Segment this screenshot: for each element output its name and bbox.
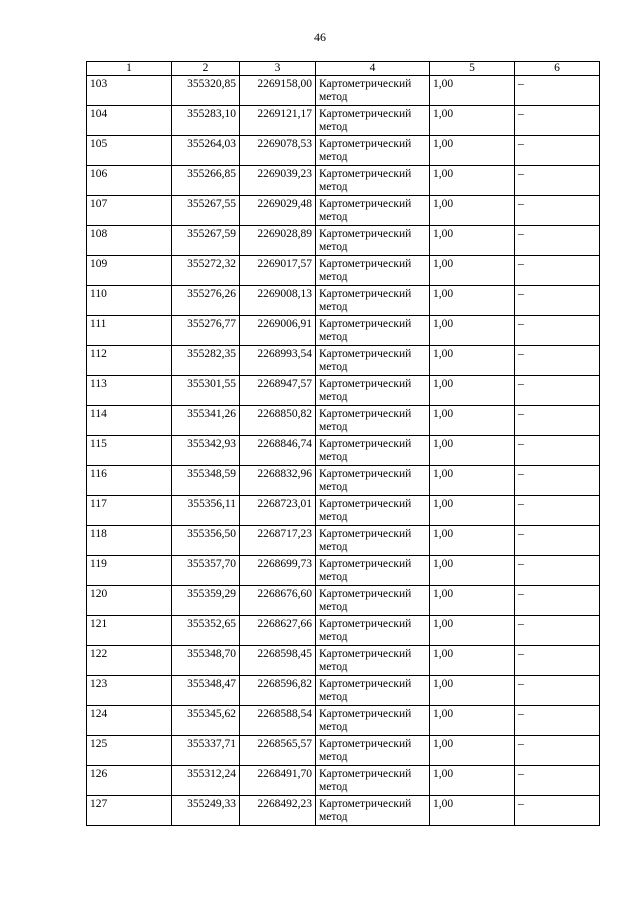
note-cell: – bbox=[515, 76, 600, 106]
point-number-cell: 127 bbox=[87, 796, 172, 826]
y-coordinate-cell: 2268676,60 bbox=[240, 586, 316, 616]
note-cell: – bbox=[515, 256, 600, 286]
y-coordinate-cell: 2269158,00 bbox=[240, 76, 316, 106]
note-cell: – bbox=[515, 436, 600, 466]
table-row bbox=[87, 766, 600, 796]
note-cell: – bbox=[515, 796, 600, 826]
x-coordinate-cell: 355337,71 bbox=[172, 736, 240, 766]
point-number-cell: 116 bbox=[87, 466, 172, 496]
method-cell: Картометрический метод bbox=[316, 766, 430, 796]
y-coordinate-cell: 2268846,74 bbox=[240, 436, 316, 466]
method-cell: Картометрический метод bbox=[316, 496, 430, 526]
table-row bbox=[87, 616, 600, 646]
y-coordinate-cell: 2268717,23 bbox=[240, 526, 316, 556]
x-coordinate-cell: 355272,32 bbox=[172, 256, 240, 286]
note-cell: – bbox=[515, 376, 600, 406]
accuracy-cell: 1,00 bbox=[430, 346, 515, 376]
method-cell: Картометрический метод bbox=[316, 646, 430, 676]
point-number-cell: 104 bbox=[87, 106, 172, 136]
point-number-cell: 109 bbox=[87, 256, 172, 286]
accuracy-cell: 1,00 bbox=[430, 556, 515, 586]
x-coordinate-cell: 355312,24 bbox=[172, 766, 240, 796]
y-coordinate-cell: 2269029,48 bbox=[240, 196, 316, 226]
method-cell: Картометрический метод bbox=[316, 586, 430, 616]
x-coordinate-cell: 355276,77 bbox=[172, 316, 240, 346]
point-number-cell: 107 bbox=[87, 196, 172, 226]
table-row bbox=[87, 556, 600, 586]
note-cell: – bbox=[515, 166, 600, 196]
method-cell: Картометрический метод bbox=[316, 796, 430, 826]
method-cell: Картометрический метод bbox=[316, 136, 430, 166]
x-coordinate-cell: 355359,29 bbox=[172, 586, 240, 616]
column-header: 3 bbox=[240, 62, 316, 76]
x-coordinate-cell: 355341,26 bbox=[172, 406, 240, 436]
point-number-cell: 112 bbox=[87, 346, 172, 376]
x-coordinate-cell: 355320,85 bbox=[172, 76, 240, 106]
y-coordinate-cell: 2268723,01 bbox=[240, 496, 316, 526]
header-row bbox=[87, 62, 600, 76]
table-body bbox=[87, 76, 600, 826]
table-row bbox=[87, 286, 600, 316]
accuracy-cell: 1,00 bbox=[430, 106, 515, 136]
method-cell: Картометрический метод bbox=[316, 106, 430, 136]
table-header bbox=[87, 62, 600, 76]
accuracy-cell: 1,00 bbox=[430, 586, 515, 616]
accuracy-cell: 1,00 bbox=[430, 316, 515, 346]
y-coordinate-cell: 2268699,73 bbox=[240, 556, 316, 586]
y-coordinate-cell: 2268492,23 bbox=[240, 796, 316, 826]
note-cell: – bbox=[515, 316, 600, 346]
method-cell: Картометрический метод bbox=[316, 436, 430, 466]
accuracy-cell: 1,00 bbox=[430, 646, 515, 676]
point-number-cell: 118 bbox=[87, 526, 172, 556]
method-cell: Картометрический метод bbox=[316, 76, 430, 106]
accuracy-cell: 1,00 bbox=[430, 76, 515, 106]
note-cell: – bbox=[515, 736, 600, 766]
point-number-cell: 111 bbox=[87, 316, 172, 346]
table-row bbox=[87, 106, 600, 136]
note-cell: – bbox=[515, 226, 600, 256]
point-number-cell: 121 bbox=[87, 616, 172, 646]
table-row bbox=[87, 676, 600, 706]
accuracy-cell: 1,00 bbox=[430, 676, 515, 706]
method-cell: Картометрический метод bbox=[316, 616, 430, 646]
point-number-cell: 113 bbox=[87, 376, 172, 406]
point-number-cell: 120 bbox=[87, 586, 172, 616]
column-header: 4 bbox=[316, 62, 430, 76]
accuracy-cell: 1,00 bbox=[430, 166, 515, 196]
x-coordinate-cell: 355348,70 bbox=[172, 646, 240, 676]
method-cell: Картометрический метод bbox=[316, 316, 430, 346]
accuracy-cell: 1,00 bbox=[430, 616, 515, 646]
point-number-cell: 126 bbox=[87, 766, 172, 796]
note-cell: – bbox=[515, 406, 600, 436]
x-coordinate-cell: 355348,59 bbox=[172, 466, 240, 496]
table-row bbox=[87, 376, 600, 406]
point-number-cell: 106 bbox=[87, 166, 172, 196]
point-number-cell: 117 bbox=[87, 496, 172, 526]
y-coordinate-cell: 2269121,17 bbox=[240, 106, 316, 136]
note-cell: – bbox=[515, 136, 600, 166]
point-number-cell: 105 bbox=[87, 136, 172, 166]
y-coordinate-cell: 2269028,89 bbox=[240, 226, 316, 256]
point-number-cell: 108 bbox=[87, 226, 172, 256]
column-header: 5 bbox=[430, 62, 515, 76]
table-row bbox=[87, 796, 600, 826]
accuracy-cell: 1,00 bbox=[430, 286, 515, 316]
x-coordinate-cell: 355356,50 bbox=[172, 526, 240, 556]
y-coordinate-cell: 2268947,57 bbox=[240, 376, 316, 406]
y-coordinate-cell: 2269039,23 bbox=[240, 166, 316, 196]
note-cell: – bbox=[515, 616, 600, 646]
x-coordinate-cell: 355348,47 bbox=[172, 676, 240, 706]
x-coordinate-cell: 355357,70 bbox=[172, 556, 240, 586]
x-coordinate-cell: 355283,10 bbox=[172, 106, 240, 136]
y-coordinate-cell: 2269017,57 bbox=[240, 256, 316, 286]
table-row bbox=[87, 526, 600, 556]
method-cell: Картометрический метод bbox=[316, 406, 430, 436]
note-cell: – bbox=[515, 496, 600, 526]
note-cell: – bbox=[515, 466, 600, 496]
x-coordinate-cell: 355267,55 bbox=[172, 196, 240, 226]
table-row bbox=[87, 406, 600, 436]
method-cell: Картометрический метод bbox=[316, 256, 430, 286]
point-number-cell: 103 bbox=[87, 76, 172, 106]
y-coordinate-cell: 2268832,96 bbox=[240, 466, 316, 496]
y-coordinate-cell: 2268491,70 bbox=[240, 766, 316, 796]
method-cell: Картометрический метод bbox=[316, 346, 430, 376]
y-coordinate-cell: 2268850,82 bbox=[240, 406, 316, 436]
method-cell: Картометрический метод bbox=[316, 196, 430, 226]
note-cell: – bbox=[515, 526, 600, 556]
x-coordinate-cell: 355352,65 bbox=[172, 616, 240, 646]
table-row bbox=[87, 646, 600, 676]
accuracy-cell: 1,00 bbox=[430, 436, 515, 466]
table-row bbox=[87, 706, 600, 736]
y-coordinate-cell: 2268627,66 bbox=[240, 616, 316, 646]
table-row bbox=[87, 436, 600, 466]
method-cell: Картометрический метод bbox=[316, 526, 430, 556]
method-cell: Картометрический метод bbox=[316, 286, 430, 316]
point-number-cell: 114 bbox=[87, 406, 172, 436]
accuracy-cell: 1,00 bbox=[430, 226, 515, 256]
accuracy-cell: 1,00 bbox=[430, 496, 515, 526]
y-coordinate-cell: 2268588,54 bbox=[240, 706, 316, 736]
y-coordinate-cell: 2268598,45 bbox=[240, 646, 316, 676]
method-cell: Картометрический метод bbox=[316, 166, 430, 196]
accuracy-cell: 1,00 bbox=[430, 406, 515, 436]
column-header: 2 bbox=[172, 62, 240, 76]
y-coordinate-cell: 2268565,57 bbox=[240, 736, 316, 766]
note-cell: – bbox=[515, 706, 600, 736]
table-row bbox=[87, 736, 600, 766]
point-number-cell: 124 bbox=[87, 706, 172, 736]
table-row bbox=[87, 466, 600, 496]
table-row bbox=[87, 166, 600, 196]
y-coordinate-cell: 2268596,82 bbox=[240, 676, 316, 706]
y-coordinate-cell: 2269008,13 bbox=[240, 286, 316, 316]
coordinates-table bbox=[86, 61, 600, 826]
table-row bbox=[87, 256, 600, 286]
method-cell: Картометрический метод bbox=[316, 706, 430, 736]
accuracy-cell: 1,00 bbox=[430, 256, 515, 286]
table-row bbox=[87, 76, 600, 106]
accuracy-cell: 1,00 bbox=[430, 196, 515, 226]
note-cell: – bbox=[515, 286, 600, 316]
page-number: 46 bbox=[314, 30, 326, 44]
column-header: 6 bbox=[515, 62, 600, 76]
note-cell: – bbox=[515, 646, 600, 676]
note-cell: – bbox=[515, 106, 600, 136]
method-cell: Картометрический метод bbox=[316, 736, 430, 766]
method-cell: Картометрический метод bbox=[316, 676, 430, 706]
method-cell: Картометрический метод bbox=[316, 376, 430, 406]
point-number-cell: 119 bbox=[87, 556, 172, 586]
x-coordinate-cell: 355264,03 bbox=[172, 136, 240, 166]
accuracy-cell: 1,00 bbox=[430, 736, 515, 766]
point-number-cell: 110 bbox=[87, 286, 172, 316]
x-coordinate-cell: 355345,62 bbox=[172, 706, 240, 736]
x-coordinate-cell: 355276,26 bbox=[172, 286, 240, 316]
table-row bbox=[87, 346, 600, 376]
accuracy-cell: 1,00 bbox=[430, 706, 515, 736]
accuracy-cell: 1,00 bbox=[430, 376, 515, 406]
x-coordinate-cell: 355267,59 bbox=[172, 226, 240, 256]
y-coordinate-cell: 2269006,91 bbox=[240, 316, 316, 346]
accuracy-cell: 1,00 bbox=[430, 136, 515, 166]
x-coordinate-cell: 355356,11 bbox=[172, 496, 240, 526]
note-cell: – bbox=[515, 346, 600, 376]
column-header: 1 bbox=[87, 62, 172, 76]
method-cell: Картометрический метод bbox=[316, 556, 430, 586]
note-cell: – bbox=[515, 676, 600, 706]
note-cell: – bbox=[515, 766, 600, 796]
method-cell: Картометрический метод bbox=[316, 226, 430, 256]
accuracy-cell: 1,00 bbox=[430, 466, 515, 496]
table-row bbox=[87, 136, 600, 166]
x-coordinate-cell: 355266,85 bbox=[172, 166, 240, 196]
accuracy-cell: 1,00 bbox=[430, 526, 515, 556]
table-row bbox=[87, 496, 600, 526]
point-number-cell: 123 bbox=[87, 676, 172, 706]
x-coordinate-cell: 355342,93 bbox=[172, 436, 240, 466]
table-row bbox=[87, 586, 600, 616]
table-row bbox=[87, 316, 600, 346]
note-cell: – bbox=[515, 556, 600, 586]
point-number-cell: 115 bbox=[87, 436, 172, 466]
x-coordinate-cell: 355301,55 bbox=[172, 376, 240, 406]
point-number-cell: 125 bbox=[87, 736, 172, 766]
x-coordinate-cell: 355249,33 bbox=[172, 796, 240, 826]
y-coordinate-cell: 2269078,53 bbox=[240, 136, 316, 166]
accuracy-cell: 1,00 bbox=[430, 766, 515, 796]
method-cell: Картометрический метод bbox=[316, 466, 430, 496]
table-row bbox=[87, 226, 600, 256]
x-coordinate-cell: 355282,35 bbox=[172, 346, 240, 376]
accuracy-cell: 1,00 bbox=[430, 796, 515, 826]
y-coordinate-cell: 2268993,54 bbox=[240, 346, 316, 376]
table-row bbox=[87, 196, 600, 226]
point-number-cell: 122 bbox=[87, 646, 172, 676]
note-cell: – bbox=[515, 196, 600, 226]
note-cell: – bbox=[515, 586, 600, 616]
